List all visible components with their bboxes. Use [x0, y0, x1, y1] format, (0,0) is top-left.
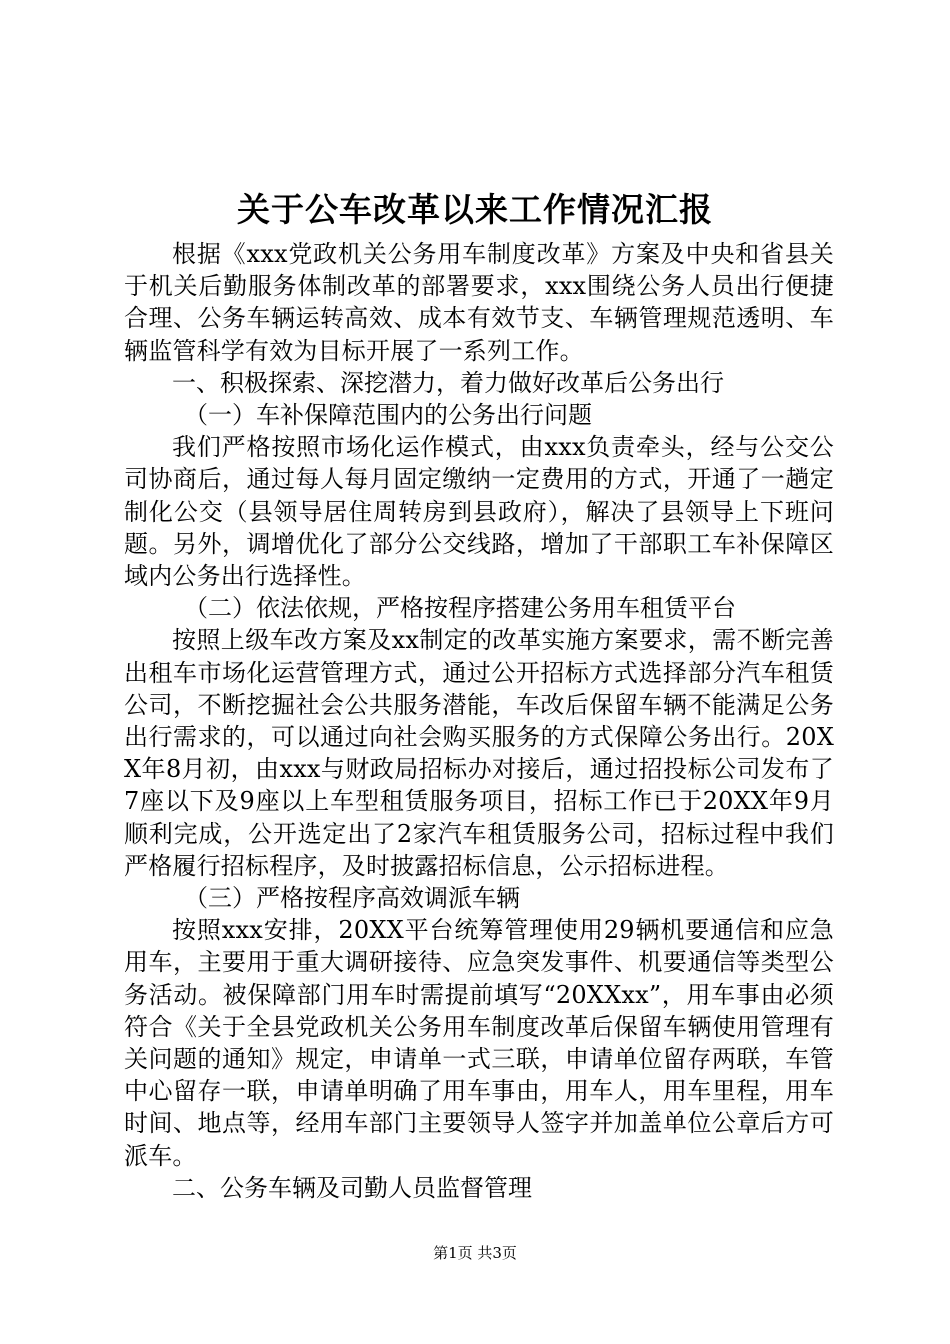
document-body: [124, 238, 834, 1204]
subsection-heading: （三）严格按程序高效调派车辆: [184, 884, 520, 913]
subsection-heading: （一）车补保障范围内的公务出行问题: [184, 401, 592, 430]
paragraph: 根据《xxx党政机关公务用车制度改革》方案及中央和省县关于机关后勤服务体制改革的部署要求，xxx围绕公务人员出行便捷合理、公务车辆运转高效、成本有效节支、车辆管理规范透明、车辆监管科学有效为目标开展了一系列工作。: [124, 240, 834, 365]
paragraph: 按照xxx安排，20XX平台统筹管理使用29辆机要通信和应急用车，主要用于重大调研接待、应急突发事件、机要通信等类型公务活动。被保障部门用车时需提前填写“20XXxx”，用车事由必须符合《关于全县党政机关公务用车制度改革后保留车辆使用管理有关问题的通知》规定，申请单一式三联，申请单位留存两联，车管中心留存一联，申请单明确了用车事由，用车人，用车里程，用车时间、地点等，经用车部门主要领导人签字并加盖单位公章后方可派车。: [124, 916, 834, 1170]
page-number-footer: 第1页 共3页: [433, 1244, 517, 1262]
section-heading: 一、积极探索、深挖潜力，着力做好改革后公务出行: [172, 368, 724, 397]
paragraph: 我们严格按照市场化运作模式，由xxx负责牵头，经与公交公司协商后，通过每人每月固定缴纳一定费用的方式，开通了一趟定制化公交（县领导居住周转房到县政府），解决了县领导上下班问题。另外，调增优化了部分公交线路，增加了干部职工车补保障区域内公务出行选择性。: [124, 433, 834, 591]
paragraph: 按照上级车改方案及xx制定的改革实施方案要求，需不断完善出租车市场化运营管理方式，通过公开招标方式选择部分汽车租赁公司，不断挖掘社会公共服务潜能，车改后保留车辆不能满足公务出行需求的，可以通过向社会购买服务的方式保障公务出行。20XX年8月初，由xxx与财政局招标办对接后，通过招投标公司发布了7座以下及9座以上车型租赁服务项目，招标工作已于20XX年9月顺利完成，公开选定出了2家汽车租赁服务公司，招标过程中我们严格履行招标程序，及时披露招标信息，公示招标进程。: [124, 626, 834, 880]
subsection-heading: （二）依法依规，严格按程序搭建公务用车租赁平台: [184, 594, 736, 623]
section-heading: 二、公务车辆及司勤人员监督管理: [172, 1173, 532, 1202]
document-title: 关于公车改革以来工作情况汇报: [237, 190, 713, 229]
